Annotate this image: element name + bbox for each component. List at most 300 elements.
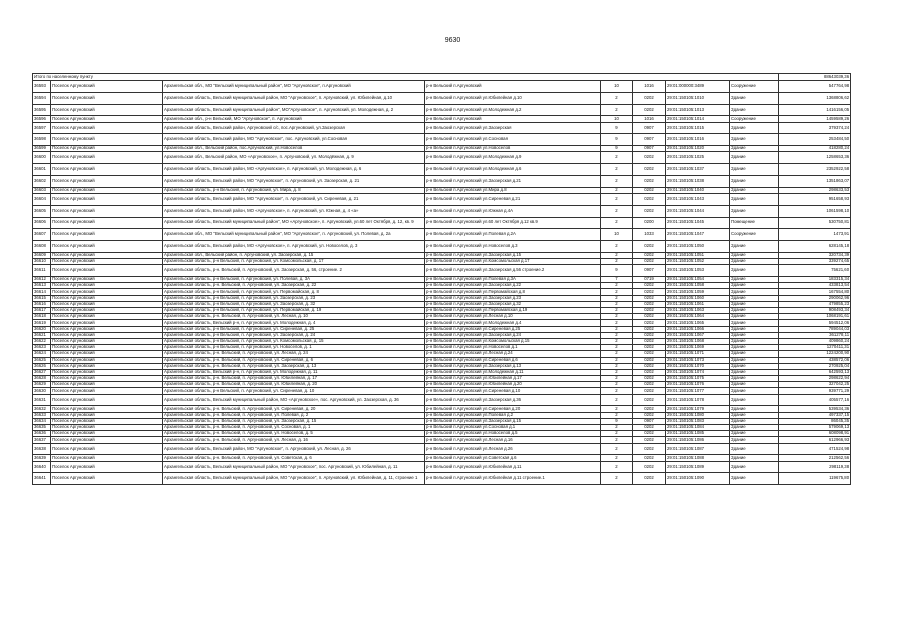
settlement-name-cell: Поселок Аргуновский xyxy=(51,252,163,258)
table-row xyxy=(33,134,851,146)
type-code-cell: 0202 xyxy=(633,406,666,412)
row-number-cell: 36602 xyxy=(33,175,51,187)
table-row xyxy=(33,473,851,485)
settlement-name-cell: Поселок Аргуновский xyxy=(51,437,163,443)
row-number-cell: 36620 xyxy=(33,326,51,332)
object-type-cell: Здание xyxy=(730,369,779,375)
row-number-cell: 36599 xyxy=(33,146,51,152)
object-type-cell: Здание xyxy=(730,122,779,134)
row-number-cell: 36614 xyxy=(33,289,51,295)
row-number-cell: 36616 xyxy=(33,301,51,307)
type-code-cell: 0202 xyxy=(633,382,666,388)
type-code-cell: 0719 xyxy=(633,277,666,283)
cadastral-value-cell: 86045,35 xyxy=(779,418,851,424)
row-number-cell: 36637 xyxy=(33,437,51,443)
cadastral-value-cell: 479855,23 xyxy=(779,301,851,307)
group-code-cell: 2 xyxy=(601,376,633,382)
cadastral-value-cell: 1068191,61 xyxy=(779,314,851,320)
address-short-cell: р-н Вельский п.Аргуновский ул.Сиреневая д.20 xyxy=(425,406,601,412)
type-code-cell: 0202 xyxy=(633,314,666,320)
row-number-cell: 36626 xyxy=(33,363,51,369)
cadastral-number-cell: 29:01:150105:1089 xyxy=(666,461,730,473)
type-code-cell: 0202 xyxy=(633,295,666,301)
cadastral-value-cell: 270925,04 xyxy=(779,363,851,369)
type-code-cell: 0202 xyxy=(633,187,666,193)
group-code-cell: 2 xyxy=(601,431,633,437)
type-code-cell: 1016 xyxy=(633,81,666,93)
object-type-cell: Здание xyxy=(730,193,779,205)
address-cell: Архангельская область, Вельский муниципальный район, МО "Аргуновское", п. Аргуновский, ул. Юбилейная, д.10 xyxy=(163,92,425,104)
address-short-cell: р-н Вельский п.Аргуновский ул.Заозерская д.32 xyxy=(425,301,601,307)
cadastral-value-cell: 1224200,90 xyxy=(779,351,851,357)
address-short-cell: р-н Вельский п.Аргуновский ул.Сиреневая д.21 xyxy=(425,193,601,205)
address-cell: Архангельская область, Вельский р-н, п. Аргуновский, ул. Молодежная, д. 4 xyxy=(163,320,425,326)
group-code-cell: 2 xyxy=(601,455,633,461)
cadastral-value-cell: 789044,03 xyxy=(779,326,851,332)
table-row xyxy=(33,104,851,116)
type-code-cell: 0202 xyxy=(633,363,666,369)
settlement-name-cell: Поселок Аргуновский xyxy=(51,301,163,307)
address-short-cell: р-н Вельский п.Аргуновский ул.Сиреневая д.6 xyxy=(425,357,601,363)
address-cell: Архангельская область, Вельский район, МО "Аргуновское", п. Аргуновский, ул. Сиреневая, д. 21 xyxy=(163,193,425,205)
row-number-cell: 36608 xyxy=(33,241,51,253)
cadastral-value-cell: 339274,65 xyxy=(779,259,851,265)
address-cell: Архангельская область, Вельский муниципальный район, МО "Аргуновское", п. Аргуновский, ул. Юбилейная, д. 11, строение 1 xyxy=(163,473,425,485)
type-code-cell: 0202 xyxy=(633,205,666,217)
cadastral-number-cell: 29:01:150105:1085 xyxy=(666,431,730,437)
object-type-cell: Здание xyxy=(730,473,779,485)
object-type-cell: Здание xyxy=(730,283,779,289)
total-label: Итого по населенному пункту xyxy=(33,74,779,81)
cadastral-number-cell: 29:01:150105:1014 xyxy=(666,116,730,122)
settlement-name-cell: Поселок Аргуновский xyxy=(51,92,163,104)
cadastral-number-cell: 29:01:150105:1067 xyxy=(666,332,730,338)
address-short-cell: р-н Вельский п.Аргуновский ул.Новоселов д.1 xyxy=(425,345,601,351)
address-short-cell: р-н Вельский п.Аргуновский ул.Заозерская д.22 xyxy=(425,283,601,289)
cadastral-number-cell: 29:01:150105:1045 xyxy=(666,217,730,229)
settlement-name-cell: Поселок Аргуновский xyxy=(51,265,163,277)
cadastral-value-cell: 405577,16 xyxy=(779,394,851,406)
row-number-cell: 36635 xyxy=(33,425,51,431)
settlement-name-cell: Поселок Аргуновский xyxy=(51,320,163,326)
address-short-cell: р-н Вельский п.Аргуновский ул.Юбилейная д.17 xyxy=(425,376,601,382)
cadastral-value-cell: 2352922,58 xyxy=(779,164,851,176)
object-type-cell: Здание xyxy=(730,437,779,443)
address-cell: Архангельская область, р-н. Вельский, п. Аргуновский, ул. Юбилейная, д. 20 xyxy=(163,382,425,388)
address-cell: Архангельская область, Вельский муниципальный район, МО «Аргуновское», пос. Аргуновский, ул. Заозерская, д. 36 xyxy=(163,394,425,406)
cadastral-value-cell: 1061598,10 xyxy=(779,205,851,217)
row-number-cell: 36640 xyxy=(33,461,51,473)
row-number-cell: 36603 xyxy=(33,187,51,193)
cadastral-number-cell: 29:01:150105:1051 xyxy=(666,252,730,258)
cadastral-value-cell: 75621,60 xyxy=(779,265,851,277)
settlement-name-cell: Поселок Аргуновский xyxy=(51,146,163,152)
cadastral-value-cell: 951658,93 xyxy=(779,193,851,205)
object-type-cell: Здание xyxy=(730,295,779,301)
object-type-cell: Здание xyxy=(730,252,779,258)
cadastral-value-cell: 471524,98 xyxy=(779,443,851,455)
settlement-name-cell: Поселок Аргуновский xyxy=(51,217,163,229)
table-row xyxy=(33,205,851,217)
group-code-cell: 2 xyxy=(601,152,633,164)
cadastral-number-cell: 29:01:150105:1073 xyxy=(666,357,730,363)
cadastral-number-cell: 29:01:150105:1043 xyxy=(666,193,730,205)
settlement-name-cell: Поселок Аргуновский xyxy=(51,81,163,93)
settlement-name-cell: Поселок Аргуновский xyxy=(51,122,163,134)
address-short-cell: р-н Вельский п.Аргуновский ул.Первомайская д.19 xyxy=(425,308,601,314)
settlement-name-cell: Поселок Аргуновский xyxy=(51,295,163,301)
cadastral-number-cell: 29:01:150105:1086 xyxy=(666,437,730,443)
cadastral-number-cell: 29:01:150105:1090 xyxy=(666,473,730,485)
address-cell: Архангельская область, р-н Вельский, п. Аргуновский, ул. Мира, д. 8 xyxy=(163,187,425,193)
cadastral-number-cell: 29:01:150105:1050 xyxy=(666,241,730,253)
address-short-cell: р-н Вельский п.Аргуновский ул.Полевая д.2А xyxy=(425,229,601,241)
group-code-cell: 2 xyxy=(601,283,633,289)
address-cell: Архангельская область, р-н Вельский, п. Аргуновский, ул. Заозерская, д. 32 xyxy=(163,301,425,307)
address-short-cell: р-н Вельский п.Аргуновский ул.60 лет Октября д.12 кв.9 xyxy=(425,217,601,229)
type-code-cell: 0202 xyxy=(633,332,666,338)
row-number-cell: 36639 xyxy=(33,455,51,461)
settlement-name-cell: Поселок Аргуновский xyxy=(51,326,163,332)
group-code-cell: 10 xyxy=(601,229,633,241)
type-code-cell: 0202 xyxy=(633,345,666,351)
address-cell: Архангельская область, р-н Вельский, п. Аргуновский, ул. Сиреневая, д. 25 xyxy=(163,326,425,332)
address-cell: Архангельская обл., Вельский район, МО «Аргуновское», п. Аргуновский, ул. Молодёжная, д. 9 xyxy=(163,152,425,164)
object-type-cell: Здание xyxy=(730,363,779,369)
object-type-cell: Здание xyxy=(730,134,779,146)
cadastral-value-cell: 612966,93 xyxy=(779,437,851,443)
row-number-cell: 36595 xyxy=(33,104,51,116)
cadastral-number-cell: 29:01:150105:1053 xyxy=(666,265,730,277)
address-cell: Архангельская область, р-н Вельский, п. Аргуновский, ул. Заозерская, д. 24 xyxy=(163,332,425,338)
address-cell: Архангельская область, р-н. Вельский, п. Аргуновский, ул. Заозерская, д. 56, строение. 2 xyxy=(163,265,425,277)
settlement-name-cell: Поселок Аргуновский xyxy=(51,289,163,295)
settlement-name-cell: Поселок Аргуновский xyxy=(51,394,163,406)
row-number-cell: 36621 xyxy=(33,332,51,338)
object-type-cell: Здание xyxy=(730,443,779,455)
address-cell: Архангельская область, р-н Вельский, п. Аргуновский, ул. Комсомольская, д. 15 xyxy=(163,338,425,344)
address-cell: Архангельская область, р-н Вельский, п. Аргуновский, ул. Полевая, д. 3А xyxy=(163,277,425,283)
type-code-cell: 0907 xyxy=(633,146,666,152)
address-cell: Архангельская обл., Вельский район, п. Аргуновский, ул. Заозерская, д. 15 xyxy=(163,252,425,258)
row-number-cell: 36609 xyxy=(33,252,51,258)
object-type-cell: Здание xyxy=(730,314,779,320)
cadastral-number-cell: 29:01:150105:1068 xyxy=(666,338,730,344)
settlement-name-cell: Поселок Аргуновский xyxy=(51,351,163,357)
type-code-cell: 0202 xyxy=(633,326,666,332)
cadastral-value-cell: 642593,13 xyxy=(779,369,851,375)
address-cell: Архангельская область, Вельский район, МО "Аргуновское", п. Аргуновский, ул. Лесная, д. 26 xyxy=(163,443,425,455)
group-code-cell: 2 xyxy=(601,382,633,388)
object-type-cell: Здание xyxy=(730,187,779,193)
cadastral-value-cell: 409860,24 xyxy=(779,338,851,344)
group-code-cell: 10 xyxy=(601,81,633,93)
cadastral-number-cell: 29:01:150105:1060 xyxy=(666,295,730,301)
settlement-name-cell: Поселок Аргуновский xyxy=(51,205,163,217)
address-short-cell: р-н Вельский п.Аргуновский ул.Заозерская д.13 xyxy=(425,363,601,369)
table-row xyxy=(33,175,851,187)
cadastral-number-cell: 29:01:150105:1037 xyxy=(666,164,730,176)
type-code-cell: 0202 xyxy=(633,357,666,363)
address-cell: Архангельская область, р-н. Вельский, п. Аргуновский, ул. Лесная, д. 16 xyxy=(163,437,425,443)
table-row xyxy=(33,394,851,406)
page-number: 9630 xyxy=(444,37,461,44)
cadastral-number-cell: 29:01:150105:1066 xyxy=(666,326,730,332)
group-code-cell: 2 xyxy=(601,175,633,187)
type-code-cell: 0202 xyxy=(633,308,666,314)
type-code-cell: 0202 xyxy=(633,252,666,258)
row-number-cell: 36618 xyxy=(33,314,51,320)
type-code-cell: 0202 xyxy=(633,259,666,265)
address-cell: Архангельская обл., МО "Вельский муниципальный район", МО "Аргуновское", п.Аргуновский xyxy=(163,81,425,93)
object-type-cell: Здание xyxy=(730,92,779,104)
address-short-cell: р-н Вельский п.Аргуновский ул.Молодежная д.11 xyxy=(425,369,601,375)
row-number-cell: 36615 xyxy=(33,295,51,301)
object-type-cell: Здание xyxy=(730,277,779,283)
cadastral-number-cell: 29:01:150105:1052 xyxy=(666,259,730,265)
address-short-cell: р-н Вельский п.Аргуновский ул.Советская д.6 xyxy=(425,455,601,461)
address-cell: Архангельская область, р-н. Вельский, п. Аргуновский, ул. Новоселов, д. 5 xyxy=(163,431,425,437)
type-code-cell: 0907 xyxy=(633,265,666,277)
cadastral-number-cell: 29:01:150105:1076 xyxy=(666,382,730,388)
group-code-cell: 2 xyxy=(601,345,633,351)
type-code-cell: 0202 xyxy=(633,241,666,253)
total-value: 88643039,36 xyxy=(779,74,851,81)
address-cell: Архангельская область, р-н. Вельский, п. Аргуновский, ул. Заозерская, д. 13 xyxy=(163,363,425,369)
row-number-cell: 36607 xyxy=(33,229,51,241)
settlement-name-cell: Поселок Аргуновский xyxy=(51,443,163,455)
object-type-cell: Помещение xyxy=(730,217,779,229)
type-code-cell: 0202 xyxy=(633,394,666,406)
row-number-cell: 36634 xyxy=(33,418,51,424)
table-row xyxy=(33,81,851,93)
object-type-cell: Сооружение xyxy=(730,81,779,93)
row-number-cell: 36610 xyxy=(33,259,51,265)
property-table xyxy=(32,73,851,485)
cadastral-value-cell: 594512,06 xyxy=(779,320,851,326)
cadastral-value-cell: 119675,80 xyxy=(779,473,851,485)
object-type-cell: Здание xyxy=(730,265,779,277)
object-type-cell: Сооружение xyxy=(730,116,779,122)
group-code-cell: 2 xyxy=(601,187,633,193)
group-code-cell: 9 xyxy=(601,146,633,152)
group-code-cell: 2 xyxy=(601,406,633,412)
address-short-cell: р-н Вельский п.Аргуновский ул.Сосновая xyxy=(425,134,601,146)
cadastral-number-cell: 29:01:150105:1038 xyxy=(666,175,730,187)
object-type-cell: Здание xyxy=(730,338,779,344)
cadastral-value-cell: 1368806,62 xyxy=(779,92,851,104)
cadastral-value-cell: 379374,24 xyxy=(779,122,851,134)
address-short-cell: р-н Вельский п.Аргуновский ул.Заозерская д.21 xyxy=(425,175,601,187)
settlement-name-cell: Поселок Аргуновский xyxy=(51,193,163,205)
type-code-cell: 0202 xyxy=(633,301,666,307)
group-code-cell: 9 xyxy=(601,134,633,146)
address-cell: Архангельская область, р-н. Вельский, п. Аргуновский, ул. Сосновая, д. 1 xyxy=(163,425,425,431)
cadastral-value-cell: 433813,54 xyxy=(779,283,851,289)
row-number-cell: 36612 xyxy=(33,277,51,283)
settlement-name-cell: Поселок Аргуновский xyxy=(51,314,163,320)
address-cell: Архангельская область, р-н. Вельский, п. Аргуновский, ул. Лесная, д. 24 xyxy=(163,351,425,357)
object-type-cell: Здание xyxy=(730,326,779,332)
object-type-cell: Здание xyxy=(730,382,779,388)
address-short-cell: р-н Вельский п.Аргуновский ул.Южная д.4А xyxy=(425,205,601,217)
group-code-cell: 2 xyxy=(601,193,633,205)
group-code-cell: 2 xyxy=(601,241,633,253)
settlement-name-cell: Поселок Аргуновский xyxy=(51,363,163,369)
row-number-cell: 36632 xyxy=(33,406,51,412)
cadastral-number-cell: 29:01:150105:1044 xyxy=(666,205,730,217)
address-cell: Архангельская область, Вельский муниципальный район, МО "Аргуновское", пос. Аргуновский, ул. Юбилейная, д. 11 xyxy=(163,461,425,473)
object-type-cell: Здание xyxy=(730,425,779,431)
group-code-cell: 2 xyxy=(601,314,633,320)
group-code-cell: 2 xyxy=(601,437,633,443)
group-code-cell: 2 xyxy=(601,289,633,295)
cadastral-number-cell: 29:01:150105:1020 xyxy=(666,146,730,152)
table-row xyxy=(33,122,851,134)
object-type-cell: Здание xyxy=(730,418,779,424)
cadastral-value-cell: 1459589,26 xyxy=(779,116,851,122)
cadastral-number-cell: 29:01:150105:1078 xyxy=(666,394,730,406)
group-code-cell: 2 xyxy=(601,357,633,363)
cadastral-value-cell: 298119,38 xyxy=(779,461,851,473)
object-type-cell: Здание xyxy=(730,259,779,265)
cadastral-value-cell: 497337,15 xyxy=(779,412,851,418)
row-number-cell: 36636 xyxy=(33,431,51,437)
object-type-cell: Здание xyxy=(730,241,779,253)
group-code-cell: 10 xyxy=(601,116,633,122)
address-cell: Архангельская область, р-н. Вельский, п. Аргуновский, ул. Юбилейная, д. 17 xyxy=(163,376,425,382)
address-cell: Архангельская область, р-н Вельский, п. Аргуновский, ул. Заозерская, д. 23 xyxy=(163,295,425,301)
address-cell: Архангельская область, р-н Вельский, п. Аргуновский, ул. Сиреневая, д. 10 xyxy=(163,388,425,394)
settlement-name-cell: Поселок Аргуновский xyxy=(51,418,163,424)
group-code-cell: 2 xyxy=(601,301,633,307)
address-cell: Архангельская область, Вельский район, МО "Аргуновское", п. Аргуновский, ул. Заозерская, д. 21 xyxy=(163,175,425,187)
address-cell: Архангельская область, р-н. Вельский, п. Аргуновский, ул. Сиреневая, д. 20 xyxy=(163,406,425,412)
settlement-name-cell: Поселок Аргуновский xyxy=(51,175,163,187)
address-short-cell: р-н Вельский п.Аргуновский ул.Заозерская д.15 xyxy=(425,252,601,258)
cadastral-value-cell: 1416156,05 xyxy=(779,104,851,116)
cadastral-value-cell: 183315,34 xyxy=(779,277,851,283)
group-code-cell: 2 xyxy=(601,412,633,418)
type-code-cell: 0202 xyxy=(633,425,666,431)
type-code-cell: 0202 xyxy=(633,338,666,344)
type-code-cell: 0202 xyxy=(633,473,666,485)
group-code-cell: 2 xyxy=(601,164,633,176)
address-short-cell: р-н Вельский п.Аргуновский ул.Заозерская xyxy=(425,122,601,134)
group-code-cell: 2 xyxy=(601,473,633,485)
settlement-name-cell: Поселок Аргуновский xyxy=(51,369,163,375)
group-code-cell: 2 xyxy=(601,351,633,357)
row-number-cell: 36641 xyxy=(33,473,51,485)
group-code-cell: 2 xyxy=(601,104,633,116)
row-number-cell: 36601 xyxy=(33,164,51,176)
object-type-cell: Сооружение xyxy=(730,229,779,241)
cadastral-number-cell: 29:01:150105:1071 xyxy=(666,351,730,357)
object-type-cell: Здание xyxy=(730,394,779,406)
table-row xyxy=(33,152,851,164)
row-number-cell: 36619 xyxy=(33,320,51,326)
cadastral-value-cell: 418280,24 xyxy=(779,146,851,152)
cadastral-value-cell: 579069,13 xyxy=(779,425,851,431)
address-short-cell: р-н Вельский п.Аргуновский ул.Юбилейная д.11 xyxy=(425,461,601,473)
address-short-cell: р-н Вельский п.Аргуновский ул.Комсомольская д.17 xyxy=(425,259,601,265)
group-code-cell: 2 xyxy=(601,326,633,332)
address-short-cell: р-н Вельский п.Аргуновский ул.Молодежная д.4 xyxy=(425,320,601,326)
cadastral-number-cell: 29:01:150105:1074 xyxy=(666,369,730,375)
total-row xyxy=(33,74,851,81)
address-short-cell: р-н Вельский п.Аргуновский ул.Заозерская д.23 xyxy=(425,295,601,301)
address-short-cell: р-н Вельский п.Аргуновский ул.Лесная д.26 xyxy=(425,443,601,455)
row-number-cell: 36597 xyxy=(33,122,51,134)
cadastral-number-cell: 29:01:150105:1075 xyxy=(666,376,730,382)
address-cell: Архангельская область, Вельский район, Аргуновский с/с, пос.Аргуновский, ул.Заозерская xyxy=(163,122,425,134)
type-code-cell: 0202 xyxy=(633,388,666,394)
type-code-cell: 0202 xyxy=(633,455,666,461)
settlement-name-cell: Поселок Аргуновский xyxy=(51,412,163,418)
group-code-cell: 2 xyxy=(601,394,633,406)
cadastral-value-cell: 530750,81 xyxy=(779,217,851,229)
type-code-cell: 0202 xyxy=(633,369,666,375)
address-cell: Архангельская область, р-н. Вельский, п. Аргуновский, ул. Полевая, д. 2 xyxy=(163,412,425,418)
row-number-cell: 36613 xyxy=(33,283,51,289)
cadastral-number-cell: 29:01:150105:1058 xyxy=(666,283,730,289)
object-type-cell: Здание xyxy=(730,461,779,473)
group-code-cell: 2 xyxy=(601,443,633,455)
address-short-cell: р-н Вельский п.Аргуновский ул.Первомайская д.8 xyxy=(425,289,601,295)
type-code-cell: 0202 xyxy=(633,289,666,295)
cadastral-value-cell: 361278,11 xyxy=(779,332,851,338)
object-type-cell: Здание xyxy=(730,357,779,363)
type-code-cell: 0202 xyxy=(633,412,666,418)
type-code-cell: 0202 xyxy=(633,152,666,164)
address-cell: Архангельская область, Вельский муниципальный район", МО «Аргуновское», п. Аргуновский, ул.60 лет Октября, д. 12, кв. 9 xyxy=(163,217,425,229)
row-number-cell: 36630 xyxy=(33,388,51,394)
cadastral-number-cell: 29:01:150105:1079 xyxy=(666,406,730,412)
type-code-cell: 0202 xyxy=(633,193,666,205)
cadastral-number-cell: 29:01:150105:1080 xyxy=(666,412,730,418)
type-code-cell: 1033 xyxy=(633,229,666,241)
settlement-name-cell: Поселок Аргуновский xyxy=(51,116,163,122)
group-code-cell: 7 xyxy=(601,277,633,283)
address-short-cell: р-н Вельский п.Аргуновский ул.Новоселов д.3 xyxy=(425,241,601,253)
address-short-cell: р-н Вельский п.Аргуновский ул.Полевая д.2 xyxy=(425,412,601,418)
cadastral-value-cell: 1473,91 xyxy=(779,229,851,241)
cadastral-number-cell: 29:01:150105:1025 xyxy=(666,152,730,164)
group-code-cell: 2 xyxy=(601,205,633,217)
cadastral-number-cell: 29:01:150105:1059 xyxy=(666,289,730,295)
table-row xyxy=(33,217,851,229)
group-code-cell: 2 xyxy=(601,308,633,314)
type-code-cell: 0202 xyxy=(633,437,666,443)
row-number-cell: 36628 xyxy=(33,376,51,382)
cadastral-value-cell: 320734,39 xyxy=(779,252,851,258)
type-code-cell: 0202 xyxy=(633,461,666,473)
address-cell: Архангельская обл., р-н Вельский, МО "Аргуновское", п. Аргуновский xyxy=(163,116,425,122)
row-number-cell: 36638 xyxy=(33,443,51,455)
cadastral-value-cell: 1270411,31 xyxy=(779,345,851,351)
cadastral-value-cell: 608098,91 xyxy=(779,431,851,437)
settlement-name-cell: Поселок Аргуновский xyxy=(51,164,163,176)
group-code-cell: 2 xyxy=(601,388,633,394)
settlement-name-cell: Поселок Аргуновский xyxy=(51,277,163,283)
cadastral-value-cell: 253484,50 xyxy=(779,134,851,146)
settlement-name-cell: Поселок Аргуновский xyxy=(51,345,163,351)
group-code-cell: 9 xyxy=(601,418,633,424)
cadastral-number-cell: 29:01:150105:1016 xyxy=(666,134,730,146)
type-code-cell: 0202 xyxy=(633,175,666,187)
address-short-cell: р-н Вельский п.Аргуновский ул.Сосновая д.1 xyxy=(425,425,601,431)
address-short-cell: р-н Вельский п.Аргуновский ул.Юбилейная д.11 строение.1 xyxy=(425,473,601,485)
